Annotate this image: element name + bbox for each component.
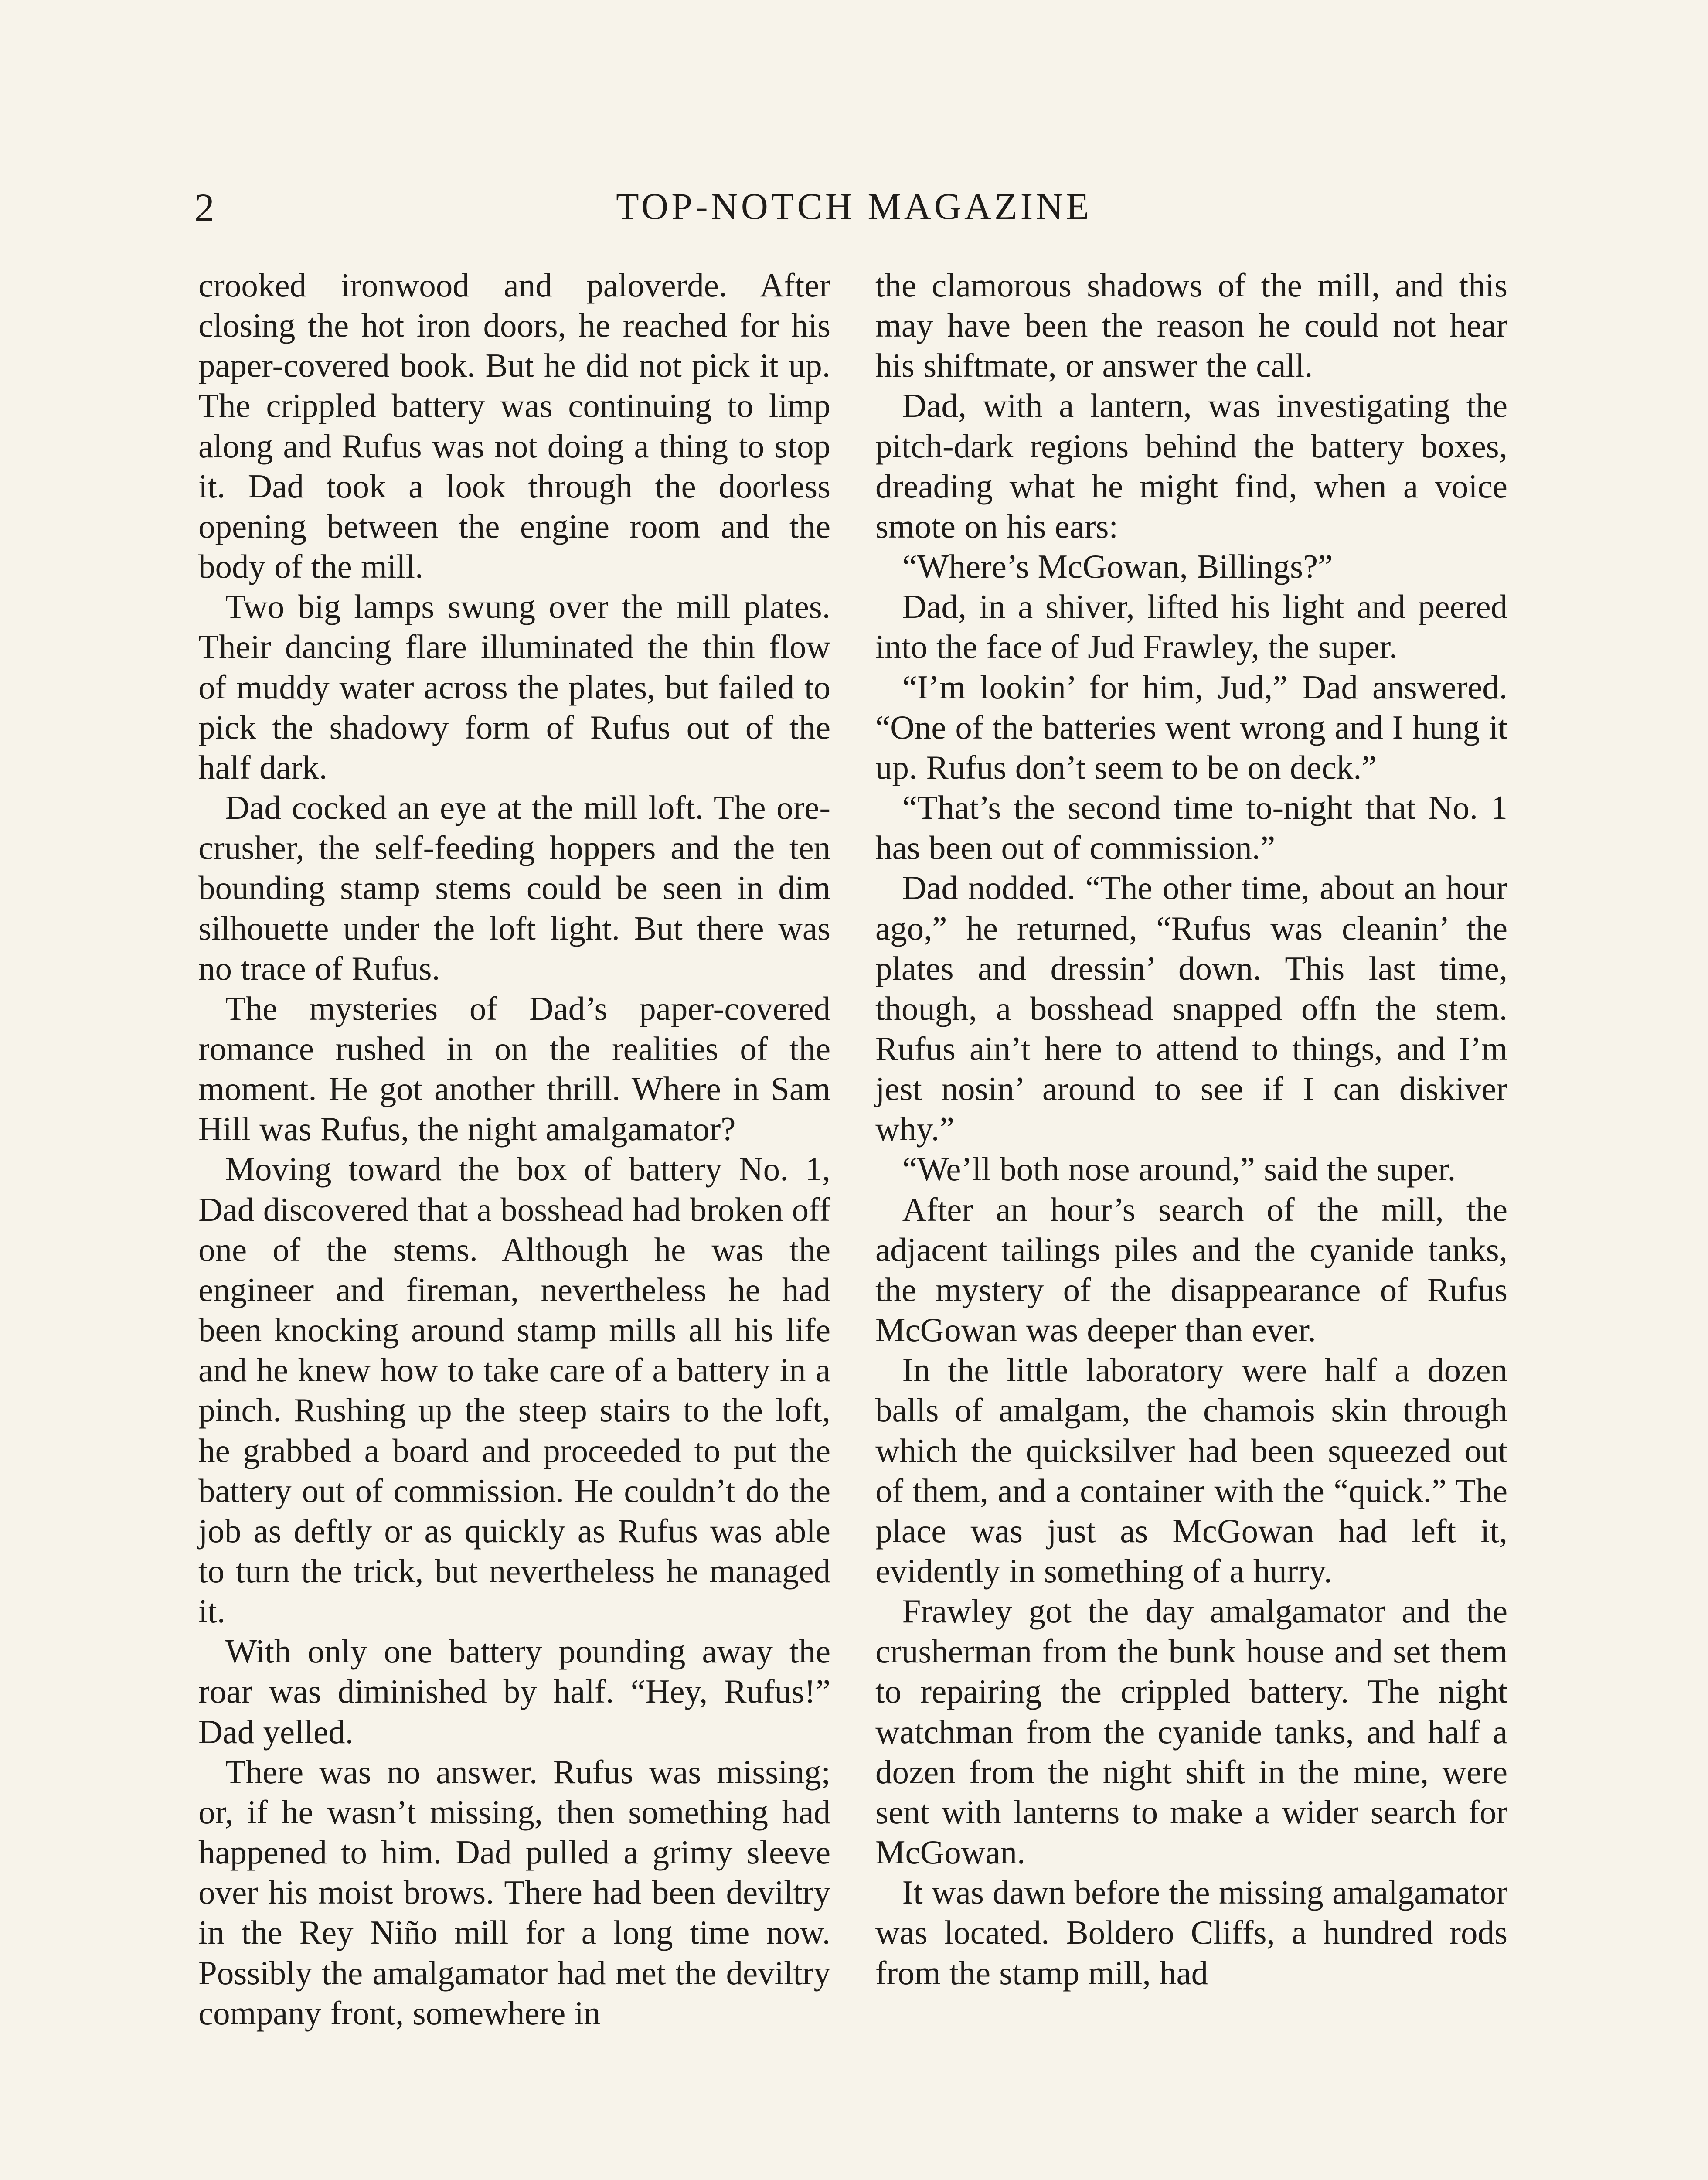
left-column xyxy=(198,265,830,2033)
paragraph: Dad cocked an eye at the mill loft. The ore-crusher, the self-feeding hoppers and the ten bounding stamp stems could be seen in dim silhouette under the loft light. But there was no trace of Rufus. xyxy=(198,789,830,987)
paragraph: Dad nodded. “The other time, about an hour ago,” he returned, “Rufus was cleanin’ the plates and dressin’ down. This last time, though, a bosshead snapped offn the stem. Rufus ain’t here to attend to things, and I’m jest nosin’ around to see if I can diskiver why.” xyxy=(875,869,1507,1148)
paragraph: “I’m lookin’ for him, Jud,” Dad answered. “One of the batteries went wrong and I hung it up. Rufus don’t seem to be on deck.” xyxy=(875,668,1507,786)
paragraph: There was no answer. Rufus was missing; or, if he wasn’t missing, then something had happened to him. Dad pulled a grimy sleeve over his moist brows. There had been deviltry in the Rey Niño mill for a long time now. Possibly the amalgamator had met the deviltry company front, somewhere in xyxy=(198,1753,830,2032)
paragraph: With only one battery pounding away the roar was diminished by half. “Hey, Rufus!” Dad yelled. xyxy=(198,1632,830,1751)
right-column xyxy=(875,265,1507,1993)
paragraph: the clamorous shadows of the mill, and this may have been the reason he could not hear his shiftmate, or answer the call. xyxy=(875,266,1507,385)
paragraph: “Where’s McGowan, Billings?” xyxy=(902,548,1333,586)
paragraph: crooked ironwood and paloverde. After closing the hot iron doors, he reached for his paper-covered book. But he did not pick it up. The crippled battery was continuing to limp along and Rufus was not doing a thing to stop it. Dad took a look through the doorless opening between the engine room and the body of the mill. xyxy=(198,266,830,586)
paragraph: After an hour’s search of the mill, the adjacent tailings piles and the cyanide tanks, the mystery of the disappearance of Rufus McGowan was deeper than ever. xyxy=(875,1190,1507,1349)
running-title: TOP-NOTCH MAGAZINE xyxy=(616,185,1092,227)
paragraph: Dad, with a lantern, was investigating the pitch-dark regions behind the battery boxes, dreading what he might find, when a voice smote on his ears: xyxy=(875,387,1507,545)
paragraph: “That’s the second time to-night that No. 1 has been out of commission.” xyxy=(875,789,1507,867)
paragraph: Dad, in a shiver, lifted his light and peered into the face of Jud Frawley, the super. xyxy=(875,588,1507,666)
paragraph: Frawley got the day amalgamator and the crusherman from the bunk house and set them to repairing the crippled battery. The night watchman from the cyanide tanks, and half a dozen from the night shift in the mine, were sent with lanterns to make a wider search for McGowan. xyxy=(875,1592,1507,1871)
paragraph: Moving toward the box of battery No. 1, Dad discovered that a bosshead had broken off one of the stems. Although he was the engineer and fireman, nevertheless he had been knocking around stamp mills all his life and he knew how to take care of a battery in a pinch. Rushing up the steep stairs to the loft, he grabbed a board and proceeded to put the battery out of commission. He couldn’t do the job as deftly or as quickly as Rufus was able to turn the trick, but nevertheless he managed it. xyxy=(198,1150,830,1630)
paragraph: It was dawn before the missing amalgamator was located. Boldero Cliffs, a hundred rods from the stamp mill, had xyxy=(875,1873,1507,1992)
page-number: 2 xyxy=(194,185,214,230)
paragraph: In the little laboratory were half a dozen balls of amalgam, the chamois skin through which the quicksilver had been squeezed out of them, and a container with the “quick.” The place was just as McGowan had left it, evidently in something of a hurry. xyxy=(875,1351,1507,1590)
paragraph: Two big lamps swung over the mill plates. Their dancing flare illuminated the thin flow of muddy water across the plates, but failed to pick the shadowy form of Rufus out of the half dark. xyxy=(198,588,830,786)
paragraph: The mysteries of Dad’s paper-covered romance rushed in on the realities of the moment. He got another thrill. Where in Sam Hill was Rufus, the night amalgamator? xyxy=(198,989,830,1148)
paragraph: “We’ll both nose around,” said the super. xyxy=(902,1150,1456,1188)
